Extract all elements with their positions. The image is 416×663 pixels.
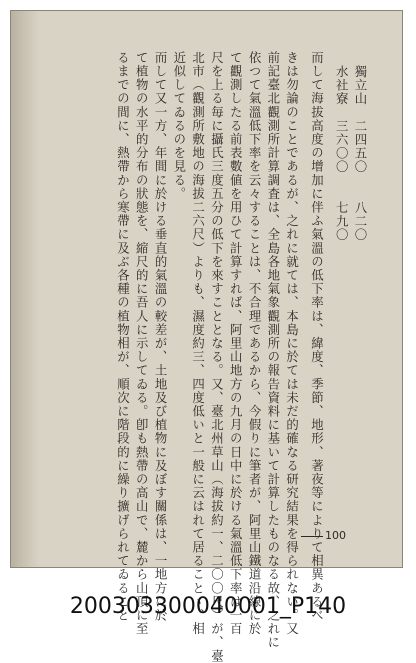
text-line: て植物の水平的分布の狀態を、縮尺的に吾人に示してゐる。卽も熱帶の高山で、麓から山頂に至 [134, 51, 150, 636]
text-line: 而して海拔高度の增加に伴ふ氣溫の低下率は、緯度、季節、地形、著夜等によりて相異あるべ [309, 51, 325, 623]
image-caption: 200303300040001_P140 [69, 594, 347, 619]
text-line: 依つて氣溫低下率を云々することは、不合理であるから、今假りに筆者が、阿里山鐵道沿線に於 [247, 51, 263, 636]
text-line: きは勿論のことであるが、之れに就ては、本島に於ては未だ的確なる研究結果を得られない。又 [284, 51, 300, 636]
text-line: 尺を上る毎に攝氏三度五分の低下を來すこととなる。又、臺北州草山（海拔約一、二〇〇尺）が、臺 [209, 51, 225, 663]
dash-mark [301, 536, 323, 537]
text-line: 前記臺北觀測所計算調査は、全島各地氣象觀測所の報告資料に基いて計算したものなる故、之れに [265, 51, 281, 650]
text-line: るまでの間に、熱帶から寒帶に及ぶ各種の植物相が、順次に階段的に繰り擴げられてゐること [115, 51, 131, 623]
table-row: 獨立山 二四五〇 八二〇 [353, 65, 368, 242]
text-line: 近似してゐるのを見る。 [171, 51, 187, 201]
table-row: 水社寮 三六〇〇 七九〇 [334, 65, 350, 242]
page-gutter [11, 11, 39, 567]
text-line: 北市（觀測所敷地の海拔二六尺）よりも、濕度約三、四度低いと一般に云はれて居ることゝ、相 [190, 51, 206, 636]
page-number-text: 100 [325, 529, 346, 542]
text-line: て觀測したる前表數値を用ひて計算すれば、阿里山地方の九月の日中に於ける氣溫低下率は一百 [228, 51, 244, 636]
text-line: 而して又一方、年間に於ける垂直的氣溫の較差が、土地及び植物に及ぼす關係は、一地方に於 [153, 51, 169, 623]
page-number [301, 529, 346, 542]
